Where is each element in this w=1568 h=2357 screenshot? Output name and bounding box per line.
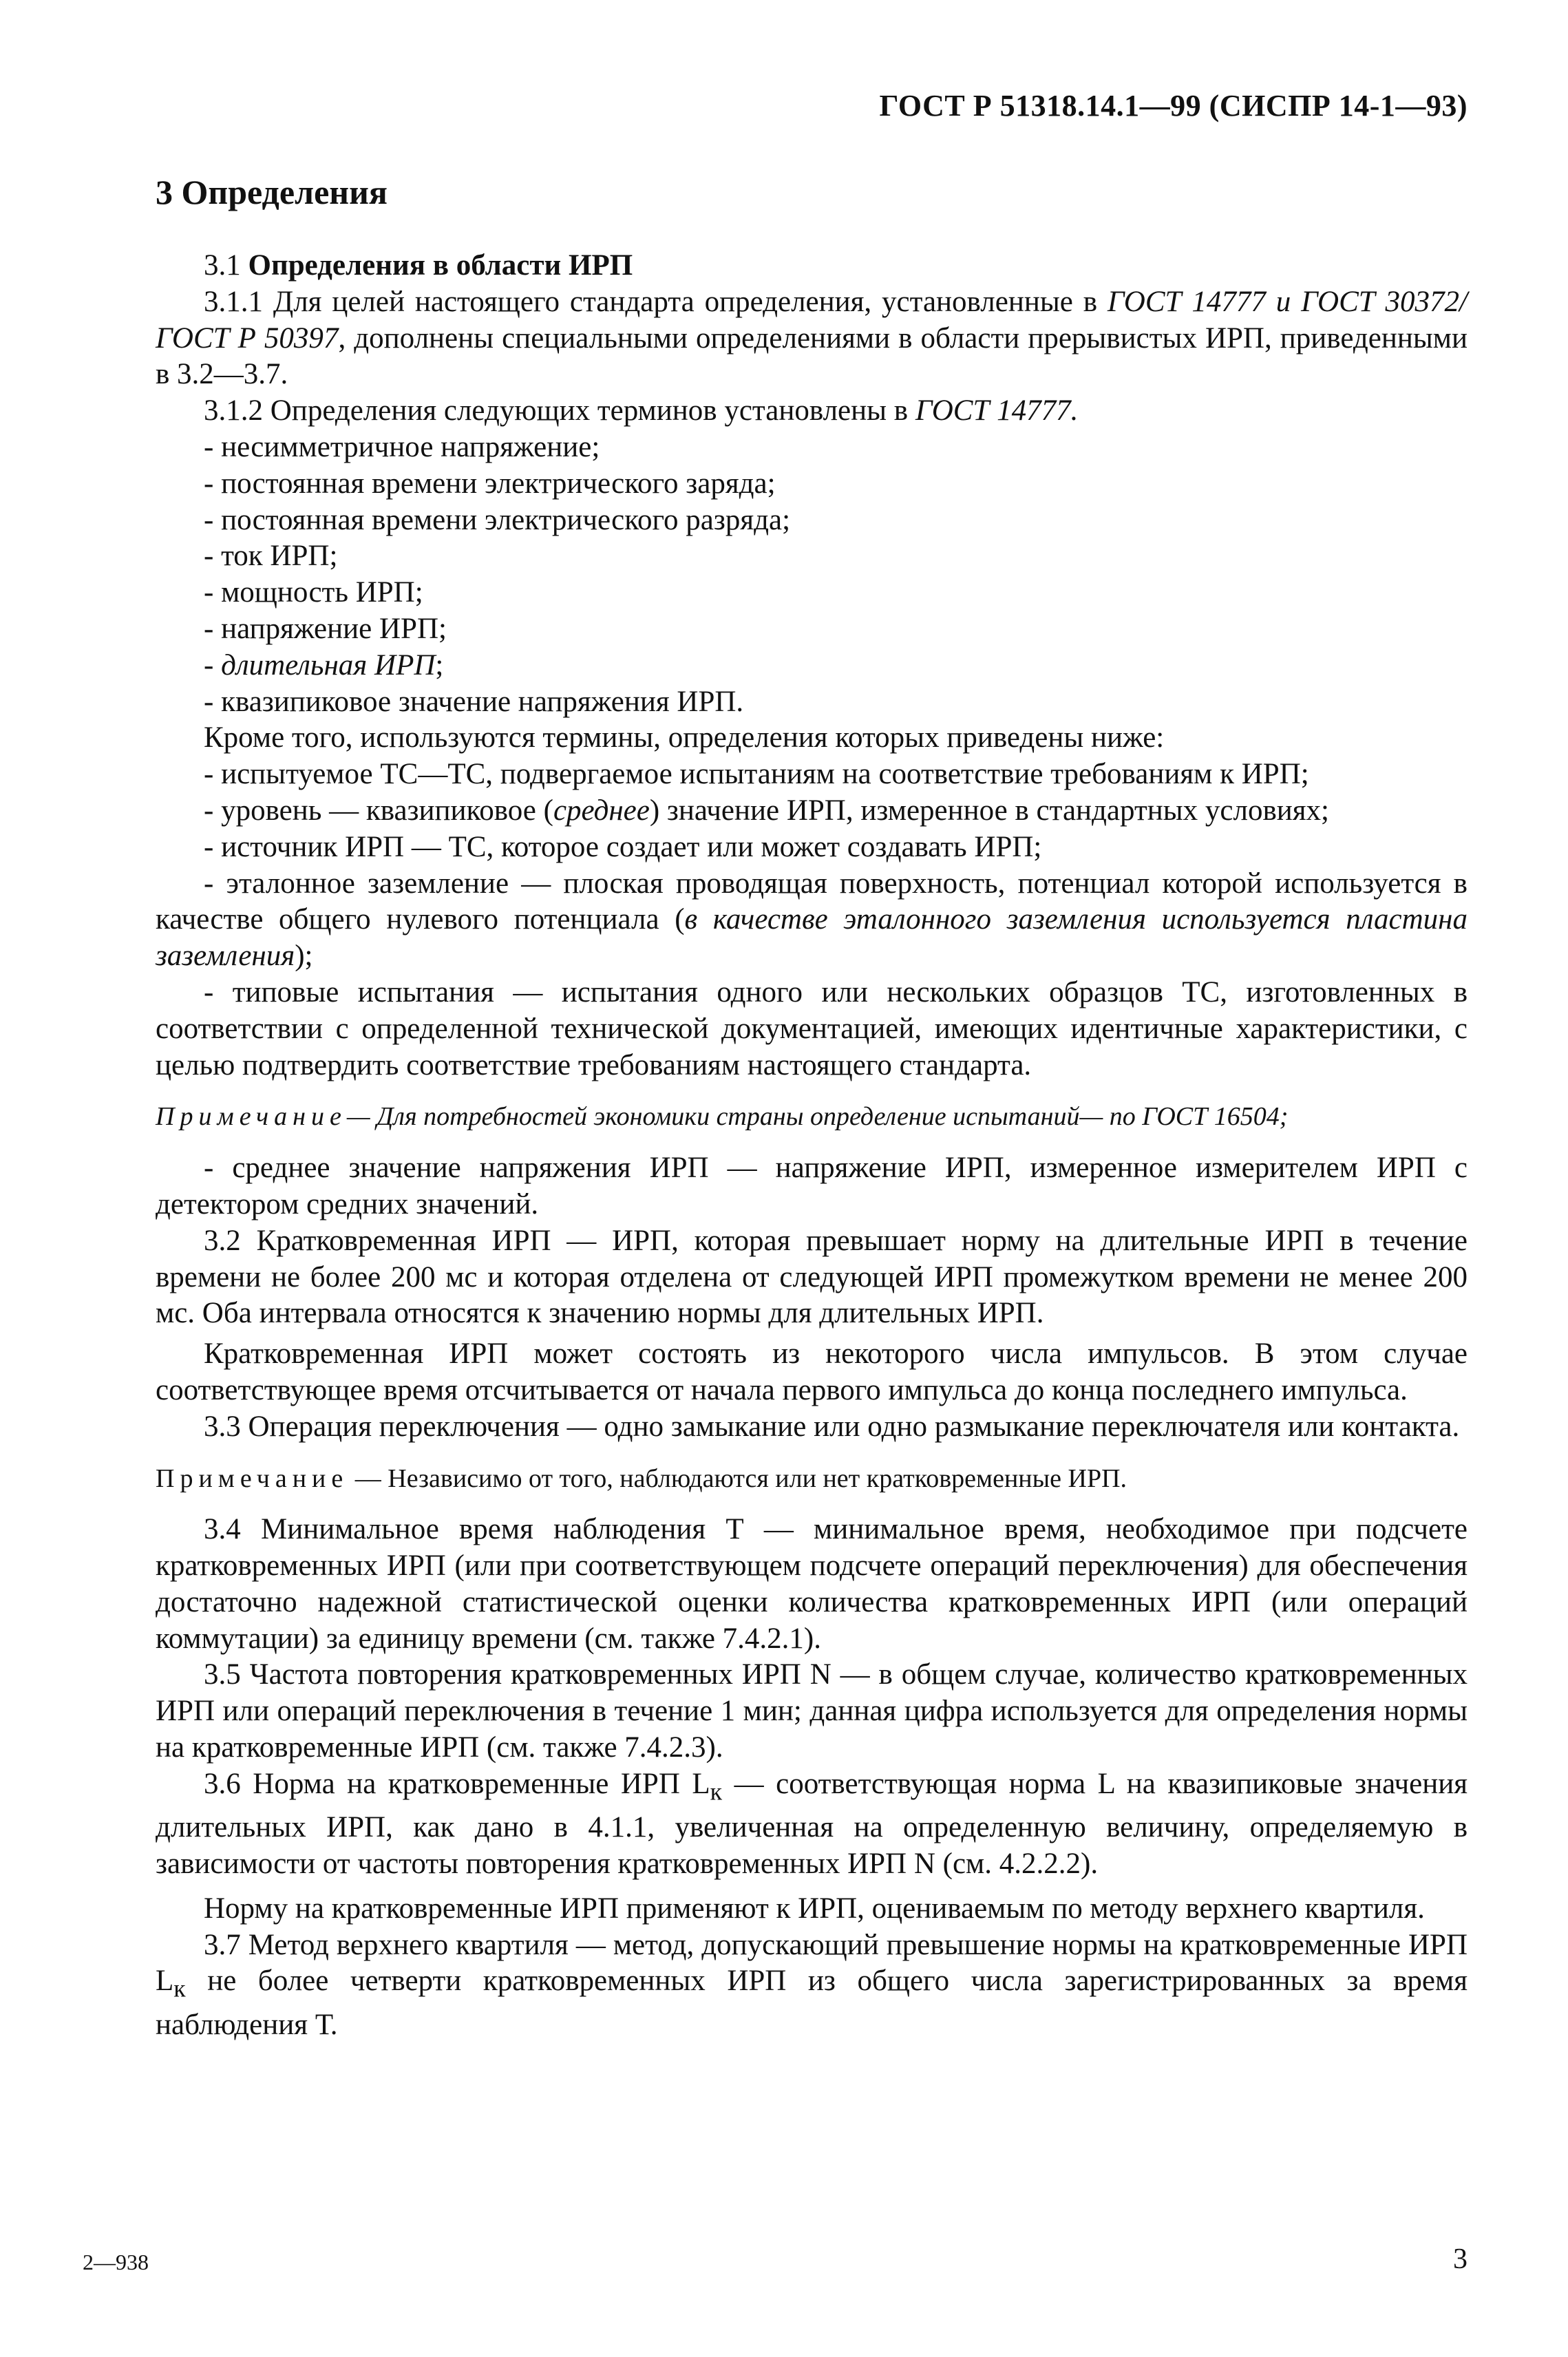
clause-3-3: 3.3 Операция переключения — одно замыкание или одно размыкание переключателя или контакта.: [204, 1410, 1460, 1443]
footer-code: 2—938: [83, 2250, 149, 2274]
def-tested: - испытуемое ТС—ТС, подвергаемое испытаниям на соответствие требованиям к ИРП;: [204, 758, 1309, 791]
term-item: - ток ИРП;: [204, 540, 338, 573]
def-ground-italic: в качестве эталонного заземления используется пластина заземления: [156, 903, 1468, 973]
term-item: - мощность ИРП;: [204, 576, 423, 609]
ref-gost-30372: ГОСТ 30372/ГОСТ Р 50397: [156, 285, 1468, 355]
clause-3-2: 3.2 Кратковременная ИРП — ИРП, которая превышает норму на длительные ИРП в течение времени не более 200 мс и которая отделена от следующей ИРП промежутком времени не менее 200 мс. Оба интервала относятся к значению нормы для длительных ИРП.: [156, 1224, 1468, 1330]
ref-gost-14777: ГОСТ 14777: [1107, 285, 1266, 318]
def-source: - источник ИРП — ТС, которое создает или может создавать ИРП;: [204, 830, 1042, 863]
clause-3-6-b: — соответствующая норма L на квазипиковые значения длительных ИРП, как дано в 4.1.1, увеличенная на определенную величину, определяемую в зависимости от частоты повторения кратковременных ИРП N (см. 4.2.2.2).: [156, 1767, 1468, 1881]
term-item: - квазипиковое значение напряжения ИРП.: [204, 685, 744, 718]
def-level: [156, 793, 1468, 829]
def-ground-a: - эталонное заземление — плоская проводящая поверхность, потенциал которой используется в качестве общего нулевого потенциала (: [156, 867, 1468, 936]
term-item-italic: [156, 648, 1468, 684]
note-2: [156, 1461, 1468, 1497]
def-type-tests: - типовые испытания — испытания одного или нескольких образцов ТС, изготовленных в соответствии с определенной технической документацией, имеющих идентичные характеристики, с целью подтвердить соответствие требованиям настоящего стандарта.: [156, 975, 1468, 1081]
note-1-text: — Для потребностей экономики страны определение испытаний— по ГОСТ 16504;: [346, 1102, 1289, 1132]
def-average: - среднее значение напряжения ИРП — напряжение ИРП, измеренное измерителем ИРП с детектором средних значений.: [156, 1152, 1468, 1220]
term-item: - напряжение ИРП;: [204, 612, 447, 645]
def-level-b: ) значение ИРП, измеренное в стандартных условиях;: [649, 794, 1329, 827]
clause-3-7-a: 3.7 Метод верхнего квартиля — метод, допускающий превышение нормы на кратковременные ИРП L: [156, 1928, 1468, 1998]
clause-3-1-2: [156, 393, 1468, 430]
clause-3-1-1: [156, 284, 1468, 393]
note-2-text: — Независимо от того, наблюдаются или нет кратковременные ИРП.: [354, 1463, 1127, 1493]
terms-intro: Кроме того, используются термины, определения которых приведены ниже:: [204, 721, 1165, 754]
standard-header: ГОСТ Р 51318.14.1—99 (СИСПР 14-1—93): [879, 89, 1468, 123]
clause-3-7-sub: к: [173, 1975, 186, 2003]
clause-3-5: 3.5 Частота повторения кратковременных ИРП N — в общем случае, количество кратковременных ИРП или операций переключения в течение 1 мин; данная цифра используется для определения нормы на кратковременные ИРП (см. также 7.4.2.3).: [156, 1658, 1468, 1764]
def-ground-b: );: [295, 940, 313, 973]
term-dash: -: [204, 648, 222, 681]
clause-3-1-2-text: 3.1.2 Определения следующих терминов установлены в: [204, 394, 915, 427]
term-item: - несимметричное напряжение;: [204, 430, 600, 463]
clause-3-1-title: Определения в области ИРП: [248, 249, 633, 282]
clause-3-1-1-text-b: , дополнены специальными определениями в области прерывистых ИРП, приведенными в 3.2—3.7.: [156, 321, 1468, 391]
clause-3-1-number: 3.1: [204, 249, 241, 282]
clause-3-6-c: Норму на кратковременные ИРП применяют к ИРП, оцениваемым по методу верхнего квартиля.: [204, 1892, 1425, 1925]
clause-3-1-1-text-a: 3.1.1 Для целей настоящего стандарта определения, установленные в: [204, 285, 1108, 318]
clause-3-7-b: не более четверти кратковременных ИРП из общего числа зарегистрированных за время наблюдения Т.: [156, 1965, 1468, 2041]
clause-3-1: [156, 248, 1468, 284]
note-1: [156, 1099, 1468, 1135]
page-number: 3: [1453, 2243, 1468, 2275]
note-2-label: Примечание: [156, 1463, 349, 1493]
clause-3-4: 3.4 Минимальное время наблюдения Т — минимальное время, необходимое при подсчете кратковременных ИРП (или при соответствующем подсчете операций переключения) для обеспечения достаточно надежной статистической оценки количества кратковременных ИРП (или операций коммутации) за единицу времени (см. также 7.4.2.1).: [156, 1513, 1468, 1655]
clause-3-6: [156, 1766, 1468, 1883]
def-level-a: - уровень — квазипиковое (: [204, 794, 553, 827]
section-title: 3 Определения: [156, 173, 388, 211]
ref-and: и: [1265, 285, 1302, 318]
clause-3-7: [156, 1927, 1468, 2044]
term-item: - постоянная времени электрического заряда;: [204, 467, 776, 500]
def-ground: [156, 866, 1468, 975]
clause-3-6-sub: к: [710, 1777, 723, 1806]
term-long-irp: длительная ИРП: [221, 648, 436, 681]
term-item: - постоянная времени электрического разряда;: [204, 503, 791, 536]
def-level-italic: среднее: [553, 794, 650, 827]
document-body: [156, 248, 1468, 2044]
ref-gost-14777-b: ГОСТ 14777.: [915, 394, 1079, 427]
clause-3-6-a: 3.6 Норма на кратковременные ИРП L: [204, 1767, 710, 1800]
term-semicolon: ;: [435, 648, 444, 681]
clause-3-2-b: Кратковременная ИРП может состоять из некоторого числа импульсов. В этом случае соответствующее время отсчитывается от начала первого импульса до конца последнего импульса.: [156, 1338, 1468, 1406]
note-1-label: Примечание: [156, 1102, 347, 1132]
